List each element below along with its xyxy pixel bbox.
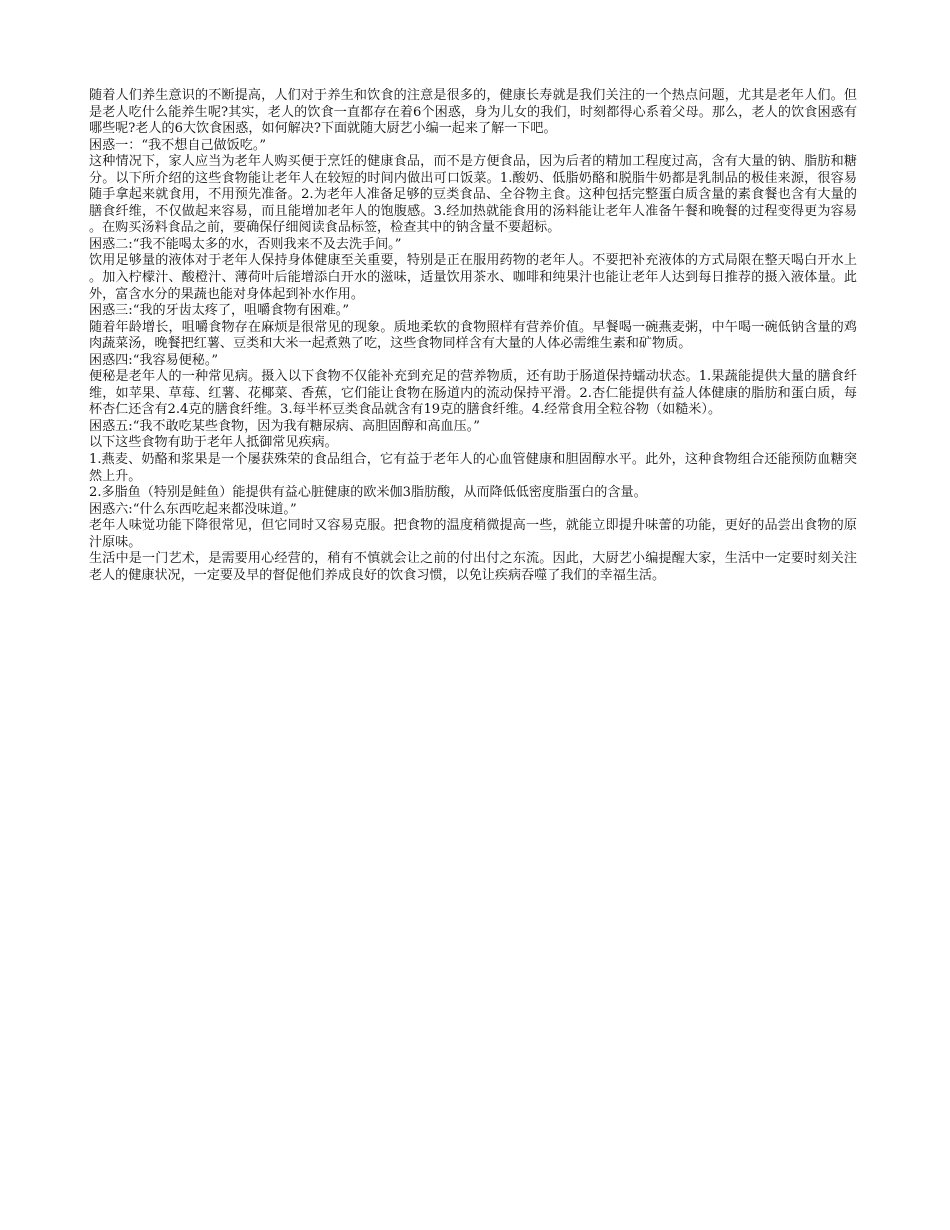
confusion-5-item-2: 2.多脂鱼（特别是鲑鱼）能提供有益心脏健康的欧米伽3脂肪酸，从而降低低密度脂蛋白的含量。 bbox=[89, 485, 647, 501]
conclusion-paragraph: 生活中是一门艺术，是需要用心经营的，稍有不慎就会让之前的付出付之东流。因此，大厨艺小编提醒大家，生活中一定要时刻关注老人的健康状况，一定要及早的督促他们养成良好的饮食习惯，以免让疾病吞噬了我们的幸福生活。 bbox=[89, 551, 857, 583]
confusion-2-body: 饮用足够量的液体对于老年人保持身体健康至关重要，特别是正在服用药物的老年人。不要把补充液体的方式局限在整天喝白开水上。加入柠檬汁、酸橙汁、薄荷叶后能增添白开水的滋味，适量饮用茶水、咖啡和纯果汁也能让老年人达到每日推荐的摄入液体量。此外，富含水分的果蔬也能对身体起到补水作用。 bbox=[89, 253, 857, 302]
confusion-5-heading: 困惑五:“我不敢吃某些食物，因为我有糖尿病、高胆固醇和高血压。” bbox=[89, 418, 480, 434]
confusion-3-body: 随着年龄增长，咀嚼食物存在麻烦是很常见的现象。质地柔软的食物照样有营养价值。早餐喝一碗燕麦粥，中午喝一碗低钠含量的鸡肉蔬菜汤，晚餐把红薯、豆类和大米一起煮熟了吃，这些食物同样含有大量的人体必需维生素和矿物质。 bbox=[89, 319, 857, 352]
article-body bbox=[89, 88, 857, 584]
confusion-6-body: 老年人味觉功能下降很常见，但它同时又容易克服。把食物的温度稍微提高一些，就能立即提升味蕾的功能，更好的品尝出食物的原汁原味。 bbox=[89, 518, 857, 550]
confusion-5-item-1: 1.燕麦、奶酪和浆果是一个屡获殊荣的食品组合，它有益于老年人的心血管健康和胆固醇水平。此外，这种食物组合还能预防血糖突然上升。 bbox=[89, 452, 857, 484]
confusion-4-heading: 困惑四:“我容易便秘。” bbox=[89, 352, 219, 368]
confusion-1-body: 这种情况下，家人应当为老年人购买便于烹饪的健康食品，而不是方便食品，因为后者的精加工程度过高，含有大量的钠、脂肪和糖分。以下所介绍的这些食物能让老年人在较短的时间内做出可口饭菜。1.酸奶、低脂奶酪和脱脂牛奶都是乳制品的极佳来源，很容易随手拿起来就食用，不用预先准备。2.为老年人准备足够的豆类食品、全谷物主食。这种包括完整蛋白质含量的素食餐也含有大量的膳食纤维，不仅做起来容易，而且能增加老年人的饱腹感。3.经加热就能食用的汤料能让老年人准备午餐和晚餐的过程变得更为容易。在购买汤料食品之前，要确保仔细阅读食品标签，检查其中的钠含量不要超标。 bbox=[89, 154, 857, 236]
confusion-1-heading: 困惑一：“我不想自己做饭吃。” bbox=[89, 137, 267, 153]
confusion-2-heading: 困惑二:“我不能喝太多的水，否则我来不及去洗手间。” bbox=[89, 236, 402, 252]
confusion-3-heading: 困惑三:“我的牙齿太疼了，咀嚼食物有困难。” bbox=[89, 303, 350, 319]
confusion-4-body: 便秘是老年人的一种常见病。摄入以下食物不仅能补充到充足的营养物质，还有助于肠道保持蠕动状态。1.果蔬能提供大量的膳食纤维，如苹果、草莓、红薯、花椰菜、香蕉，它们能让食物在肠道内的流动保持平滑。2.杏仁能提供有益人体健康的脂肪和蛋白质，每杯杏仁还含有2.4克的膳食纤维。3.每半杯豆类食品就含有19克的膳食纤维。4.经常食用全粒谷物（如糙米）。 bbox=[89, 369, 857, 418]
intro-paragraph: 随着人们养生意识的不断提高，人们对于养生和饮食的注意是很多的，健康长寿就是我们关注的一个热点问题，尤其是老年人们。但是老人吃什么能养生呢?其实，老人的饮食一直都存在着6个困惑，身为儿女的我们，时刻都得心系着父母。那么，老人的饮食困惑有哪些呢?老人的6大饮食困惑，如何解决?下面就随大厨艺小编一起来了解一下吧。 bbox=[89, 88, 857, 137]
confusion-5-intro: 以下这些食物有助于老年人抵御常见疾病。 bbox=[89, 435, 338, 451]
confusion-6-heading: 困惑六:“什么东西吃起来都没味道。” bbox=[89, 501, 297, 517]
